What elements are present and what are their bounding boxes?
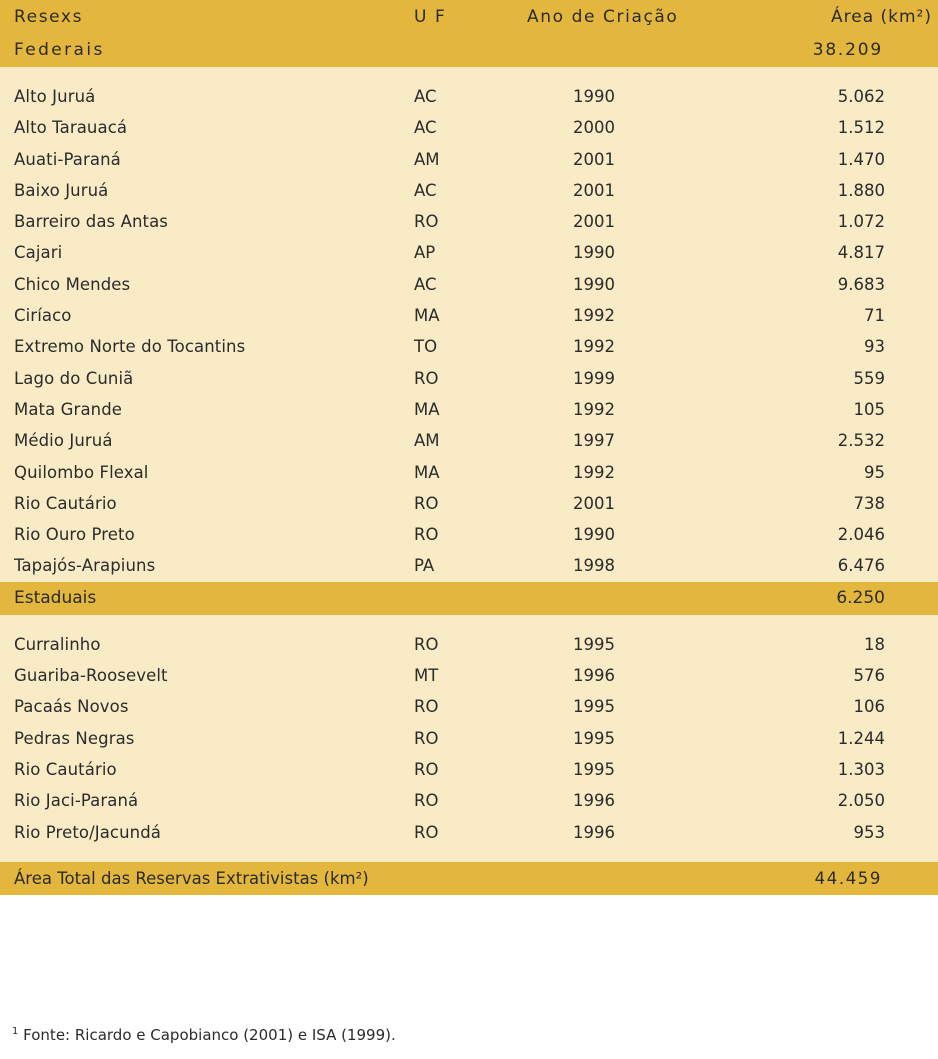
- cell-year: 1995: [573, 634, 615, 654]
- group-total: 6.250: [836, 587, 885, 608]
- total-value: 44.459: [814, 868, 882, 888]
- table-row: [0, 817, 938, 848]
- cell-area: 2.050: [837, 791, 885, 811]
- group-row-estaduais: [0, 582, 938, 615]
- cell-name: Extremo Norte do Tocantins: [14, 337, 246, 357]
- table-header: [0, 0, 938, 34]
- cell-uf: RO: [414, 368, 439, 388]
- table-row: [0, 175, 938, 206]
- estaduais-body: [0, 615, 938, 862]
- cell-uf: AP: [414, 243, 436, 263]
- cell-year: 1997: [573, 431, 615, 451]
- footnote-text: Fonte: Ricardo e Capobianco (2001) e ISA (1999).: [23, 1026, 396, 1044]
- cell-uf: AM: [414, 431, 440, 451]
- cell-year: 1990: [573, 274, 615, 294]
- cell-uf: RO: [414, 759, 439, 779]
- cell-name: Alto Juruá: [14, 87, 96, 106]
- cell-year: 1995: [573, 759, 615, 779]
- cell-name: Rio Preto/Jacundá: [14, 822, 161, 842]
- header-uf: U F: [414, 7, 447, 27]
- table-row: [0, 269, 938, 300]
- cell-area: 5.062: [837, 87, 885, 106]
- cell-name: Rio Jaci-Paraná: [14, 791, 139, 811]
- cell-area: 1.470: [837, 149, 885, 169]
- cell-name: Auati-Paraná: [14, 149, 121, 169]
- cell-name: Rio Cautário: [14, 493, 117, 513]
- group-row-federais: [0, 34, 938, 67]
- cell-uf: AM: [414, 149, 440, 169]
- cell-year: 1995: [573, 728, 615, 748]
- cell-name: Barreiro das Antas: [14, 212, 168, 232]
- cell-name: Alto Tarauacá: [14, 118, 128, 138]
- table-row: [0, 300, 938, 331]
- group-label: Federais: [14, 40, 105, 60]
- header-name: Resexs: [14, 7, 84, 27]
- table-row: [0, 331, 938, 362]
- cell-uf: PA: [414, 556, 435, 576]
- cell-year: 2000: [573, 118, 615, 138]
- cell-area: 576: [853, 666, 885, 686]
- cell-year: 1995: [573, 697, 615, 717]
- cell-year: 1990: [573, 525, 615, 545]
- cell-area: 1.072: [837, 212, 885, 232]
- cell-year: 1996: [573, 666, 615, 686]
- table-row: [0, 425, 938, 456]
- cell-name: Lago do Cuniã: [14, 368, 134, 388]
- footnote: [12, 1026, 396, 1044]
- cell-area: 93: [864, 337, 885, 357]
- group-label: Estaduais: [14, 587, 97, 608]
- cell-uf: MA: [414, 399, 440, 419]
- cell-area: 953: [853, 822, 885, 842]
- table-row: [0, 691, 938, 722]
- cell-uf: MA: [414, 462, 440, 482]
- cell-area: 2.532: [837, 431, 885, 451]
- cell-year: 2001: [573, 180, 615, 200]
- cell-uf: RO: [414, 212, 439, 232]
- cell-uf: MA: [414, 306, 440, 326]
- cell-year: 1990: [573, 87, 615, 106]
- total-label: Área Total das Reservas Extrativistas (km²): [14, 868, 369, 888]
- cell-area: 9.683: [837, 274, 885, 294]
- footnote-mark: 1: [12, 1026, 19, 1037]
- cell-area: 18: [864, 634, 885, 654]
- spacer: [0, 67, 938, 81]
- cell-name: Pedras Negras: [14, 728, 135, 748]
- cell-year: 1992: [573, 462, 615, 482]
- cell-year: 1999: [573, 368, 615, 388]
- cell-name: Quilombo Flexal: [14, 462, 149, 482]
- cell-year: 1992: [573, 337, 615, 357]
- cell-area: 738: [853, 493, 885, 513]
- total-row: [0, 862, 938, 895]
- table-row: [0, 144, 938, 175]
- table-row: [0, 112, 938, 143]
- cell-area: 2.046: [837, 525, 885, 545]
- cell-year: 1992: [573, 399, 615, 419]
- table-row: [0, 457, 938, 488]
- cell-uf: TO: [414, 337, 438, 357]
- cell-area: 1.880: [837, 180, 885, 200]
- cell-name: Rio Cautário: [14, 759, 117, 779]
- table-row: [0, 394, 938, 425]
- cell-uf: RO: [414, 697, 439, 717]
- cell-area: 4.817: [837, 243, 885, 263]
- cell-uf: AC: [414, 274, 437, 294]
- cell-year: 2001: [573, 149, 615, 169]
- cell-year: 2001: [573, 212, 615, 232]
- table-row: [0, 754, 938, 785]
- table-row: [0, 550, 938, 581]
- cell-name: Chico Mendes: [14, 274, 131, 294]
- cell-year: 1990: [573, 243, 615, 263]
- cell-name: Pacaás Novos: [14, 697, 129, 717]
- cell-name: Guariba-Roosevelt: [14, 666, 168, 686]
- cell-name: Tapajós-Arapiuns: [14, 556, 156, 576]
- cell-area: 1.512: [837, 118, 885, 138]
- spacer: [0, 848, 938, 862]
- cell-uf: RO: [414, 493, 439, 513]
- cell-year: 1996: [573, 791, 615, 811]
- cell-uf: RO: [414, 728, 439, 748]
- cell-area: 105: [853, 399, 885, 419]
- cell-name: Médio Juruá: [14, 431, 113, 451]
- table-row: [0, 81, 938, 112]
- header-area: Área (km²): [830, 7, 932, 27]
- cell-uf: RO: [414, 822, 439, 842]
- group-total: 38.209: [812, 40, 883, 60]
- federais-body: [0, 67, 938, 582]
- cell-uf: AC: [414, 87, 437, 106]
- spacer: [0, 615, 938, 629]
- cell-uf: AC: [414, 118, 437, 138]
- cell-uf: RO: [414, 791, 439, 811]
- table-row: [0, 723, 938, 754]
- table-row: [0, 629, 938, 660]
- table-row: [0, 206, 938, 237]
- table-row: [0, 660, 938, 691]
- cell-uf: RO: [414, 525, 439, 545]
- cell-year: 1996: [573, 822, 615, 842]
- cell-area: 559: [853, 368, 885, 388]
- cell-area: 1.244: [837, 728, 885, 748]
- cell-area: 106: [853, 697, 885, 717]
- cell-name: Curralinho: [14, 634, 101, 654]
- cell-name: Cajari: [14, 243, 63, 263]
- cell-year: 1998: [573, 556, 615, 576]
- cell-area: 1.303: [837, 759, 885, 779]
- cell-area: 71: [864, 306, 885, 326]
- cell-name: Mata Grande: [14, 399, 123, 419]
- cell-year: 1992: [573, 306, 615, 326]
- header-year: Ano de Criação: [527, 7, 679, 27]
- cell-name: Rio Ouro Preto: [14, 525, 135, 545]
- table-row: [0, 785, 938, 816]
- cell-area: 6.476: [837, 556, 885, 576]
- table-row: [0, 488, 938, 519]
- cell-name: Ciríaco: [14, 306, 72, 326]
- cell-area: 95: [864, 462, 885, 482]
- cell-uf: MT: [414, 666, 439, 686]
- cell-year: 2001: [573, 493, 615, 513]
- cell-uf: AC: [414, 180, 437, 200]
- table-row: [0, 363, 938, 394]
- table-row: [0, 237, 938, 268]
- table-row: [0, 519, 938, 550]
- cell-name: Baixo Juruá: [14, 180, 109, 200]
- cell-uf: RO: [414, 634, 439, 654]
